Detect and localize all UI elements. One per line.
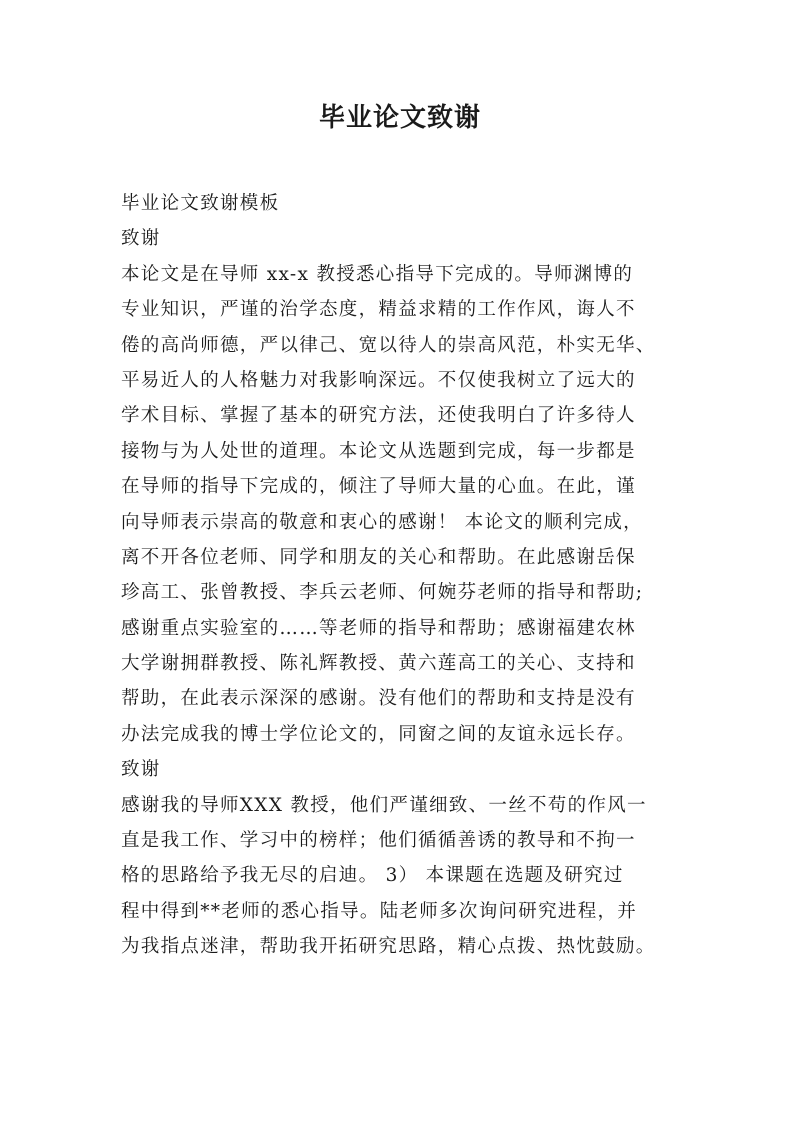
body-line: 程中得到**老师的悉心指导。陆老师多次询问研究进程，并 [121, 900, 638, 922]
body-line: 致谢 [121, 228, 161, 250]
body-line: 珍高工、张曾教授、李兵云老师、何婉芬老师的指导和帮助; [121, 582, 644, 604]
body-line: 致谢 [121, 759, 161, 781]
body-line: 格的思路给予我无尽的启迪。 3） 本课题在选题及研究过 [121, 865, 624, 887]
document-title: 毕业论文致谢 [318, 103, 481, 133]
body-line: 向导师表示崇高的敬意和衷心的感谢！ 本论文的顺利完成， [121, 511, 643, 533]
body-line: 直是我工作、学习中的榜样；他们循循善诱的教导和不拘一 [121, 830, 636, 852]
body-line: 感谢重点实验室的……等老师的指导和帮助；感谢福建农林 [121, 617, 636, 639]
body-line: 专业知识，严谨的治学态度，精益求精的工作作风，诲人不 [121, 299, 636, 321]
body-line: 离不开各位老师、同学和朋友的关心和帮助。在此感谢岳保 [121, 546, 636, 568]
body-line: 毕业论文致谢模板 [121, 193, 280, 214]
body-line: 大学谢拥群教授、陈礼辉教授、黄六莲高工的关心、支持和 [121, 653, 636, 675]
body-line: 感谢我的导师XXX 教授，他们严谨细致、一丝不苟的作风一 [121, 794, 647, 816]
body-line: 为我指点迷津，帮助我开拓研究思路，精心点拨、热忱鼓励。 [121, 936, 656, 958]
body-line: 在导师的指导下完成的，倾注了导师大量的心血。在此，谨 [121, 476, 636, 498]
body-line: 学术目标、掌握了基本的研究方法，还使我明白了许多待人 [121, 405, 636, 427]
document-body [121, 186, 691, 965]
body-line: 帮助，在此表示深深的感谢。没有他们的帮助和支持是没有 [121, 688, 636, 710]
body-line: 办法完成我的博士学位论文的，同窗之间的友谊永远长存。 [121, 723, 636, 745]
body-line: 平易近人的人格魅力对我影响深远。不仅使我树立了远大的 [121, 369, 636, 391]
body-line: 接物与为人处世的道理。本论文从选题到完成，每一步都是 [121, 440, 636, 462]
body-line: 本论文是在导师 xx-x 教授悉心指导下完成的。导师渊博的 [121, 263, 634, 285]
body-line: 倦的高尚师德，严以律己、宽以待人的崇高风范，朴实无华、 [121, 334, 656, 356]
